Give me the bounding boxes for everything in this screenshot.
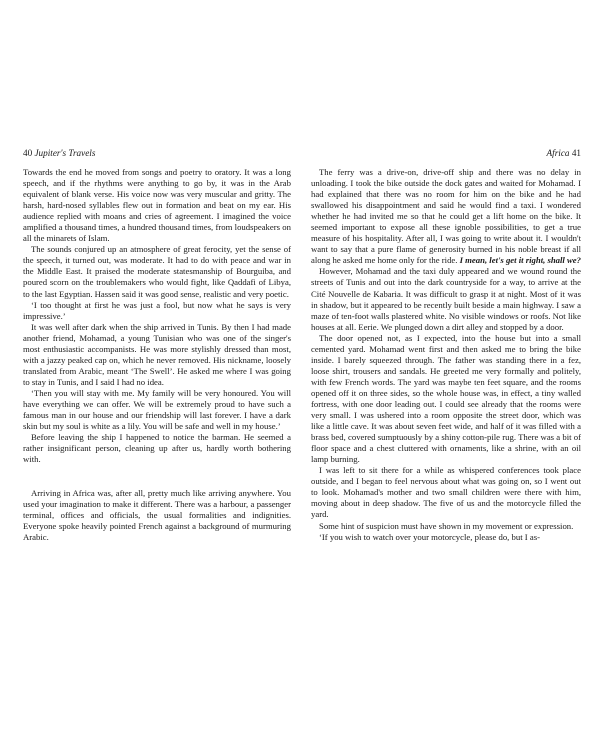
paragraph: Some hint of suspicion must have shown in my movement or expression. [319, 520, 574, 531]
running-title-left: Jupiter's Travels [34, 148, 96, 158]
section-break [23, 465, 291, 488]
paragraph: The door opened not, as I expected, into the house but into a small cemented yard. Mohamad went first and then asked me to bring the bike inside. I barely squeezed through. The father was standing there in a fez, loose shirt, trousers and sandals. He greeted me very formally and politely, with few French words. The yard was maybe ten feet square, and the rooms opened off it on three sides, so the whole house was, in effect, a tiny walled fortress, with one door leading out. I could see already that the rooms were very small. I was ushered into a room opposite the street door, which was like a little cave. It was about seven feet wide, and half of it was filled with a brass bed, covered sumptuously by a shiny cotton-pile rug. There was a bit of floor space and a chest cluttered with ornaments, like a shrine, with an oil lamp burning. [311, 332, 581, 465]
paragraph: Before leaving the ship I happened to notice the barman. He seemed a rather insignificant person, cleaning up after us, hardly worth bothering with. [23, 432, 291, 465]
left-body [23, 167, 291, 544]
page-number-left: 40 [23, 148, 35, 158]
right-body [311, 167, 581, 543]
paragraph: The ferry was a drive-on, drive-off ship and there was no delay in unloading. I took the bike outside the dock gates and waited for Mohamad. I had explained that there was no room for him on the bike and he had swallowed his disappointment and said he would find a taxi. I wondered whether he had invited me so that he could get a lift home on the bike. It seemed important to expose all these ignoble possibilities, to get a true measure of his hospitality. After all, I was going to write about it. I wouldn't want to say that a pure flame of generosity burned in his noble breast if all along he asked me home only for the ride. I mean, let's get it right, shall we? [311, 167, 582, 266]
paragraph: The sounds conjured up an atmosphere of great ferocity, yet the sense of the speech, it turned out, was moderate. It had to do with peace and war in the Middle East. It praised the moderate statesmanship of Bourguiba, and poured scorn on the troublemakers who would fight, like Qaddafi of Libya, to the last Egyptian. Hassen said it was good sense, realistic and very poetic. [23, 244, 291, 299]
paragraph: ‘If you wish to watch over your motorcycle, please do, but I as- [319, 531, 540, 542]
paragraph: Arriving in Africa was, after all, pretty much like arriving anywhere. You used your imagination to make it different. There was a harbour, a passenger terminal, offices and officials, the usual formalities and indignities. Everyone spoke heavily pointed French against a background of murmuring Arabic. [23, 488, 291, 543]
running-head-right [311, 148, 581, 162]
paragraph: However, Mohamad and the taxi duly appeared and we wound round the streets of Tunis and out into the dark countryside for a way, to arrive at the Cité Nouvelle de Kabaria. It was difficult to grasp it at night. Most of it was in shadow, but it appeared to be recently built beside a main highway. I saw a maze of ten-foot walls plastered white. No visible windows or roofs. Not like houses at all. Eerie. We plunged down a dirt alley and stopped by a door. [311, 266, 581, 332]
paragraph: ‘Then you will stay with me. My family will be very honoured. You will have everything we can offer. We will be extremely proud to have such a famous man in our house and our friendship will last forever. I have a dark skin but my soul is white as a lily. You will be safe and well in my house.’ [23, 387, 291, 432]
emphasis-text: I mean, let's get it right, shall we? [459, 255, 582, 266]
paragraph: Towards the end he moved from songs and poetry to oratory. It was a long speech, and if the rhythms were anything to go by, it was in the Arab equivalent of blank verse. His voice now was very muscular and gritty. The harsh, hard-nosed syllables flew out in formation and beat on my ear. His audience replied with moans and cries of agreement. I imagined the voice amplified a thousand times, a hundred thousand times, from loudspeakers on all the minarets of Islam. [23, 167, 291, 244]
running-title-right: Africa [546, 148, 570, 158]
page-number-right: 41 [571, 148, 581, 158]
right-page [311, 148, 581, 543]
running-head-left [23, 148, 291, 162]
paragraph: I was left to sit there for a while as whispered conferences took place outside, and I began to feel nervous about what was going on, so I went out to look. Mohamad's mother and two small children were there with him, moving about in deep shadow. The five of us and the motorcycle filled the yard. [311, 465, 581, 520]
paragraph: ‘I too thought at first he was just a fool, but now what he says is very impressive.’ [23, 299, 291, 321]
left-page [23, 148, 291, 544]
paragraph: It was well after dark when the ship arrived in Tunis. By then I had made another friend, Mohamad, a young Tunisian who was one of the singer's most enthusiastic accompanists. He was more stylishly dressed than most, with a jazzy peaked cap on, which he never removed. His nickname, loosely translated from Arabic, meant ‘The Swell’. He asked me where I was going to stay in Tunis, and I said I had no idea. [23, 321, 291, 387]
